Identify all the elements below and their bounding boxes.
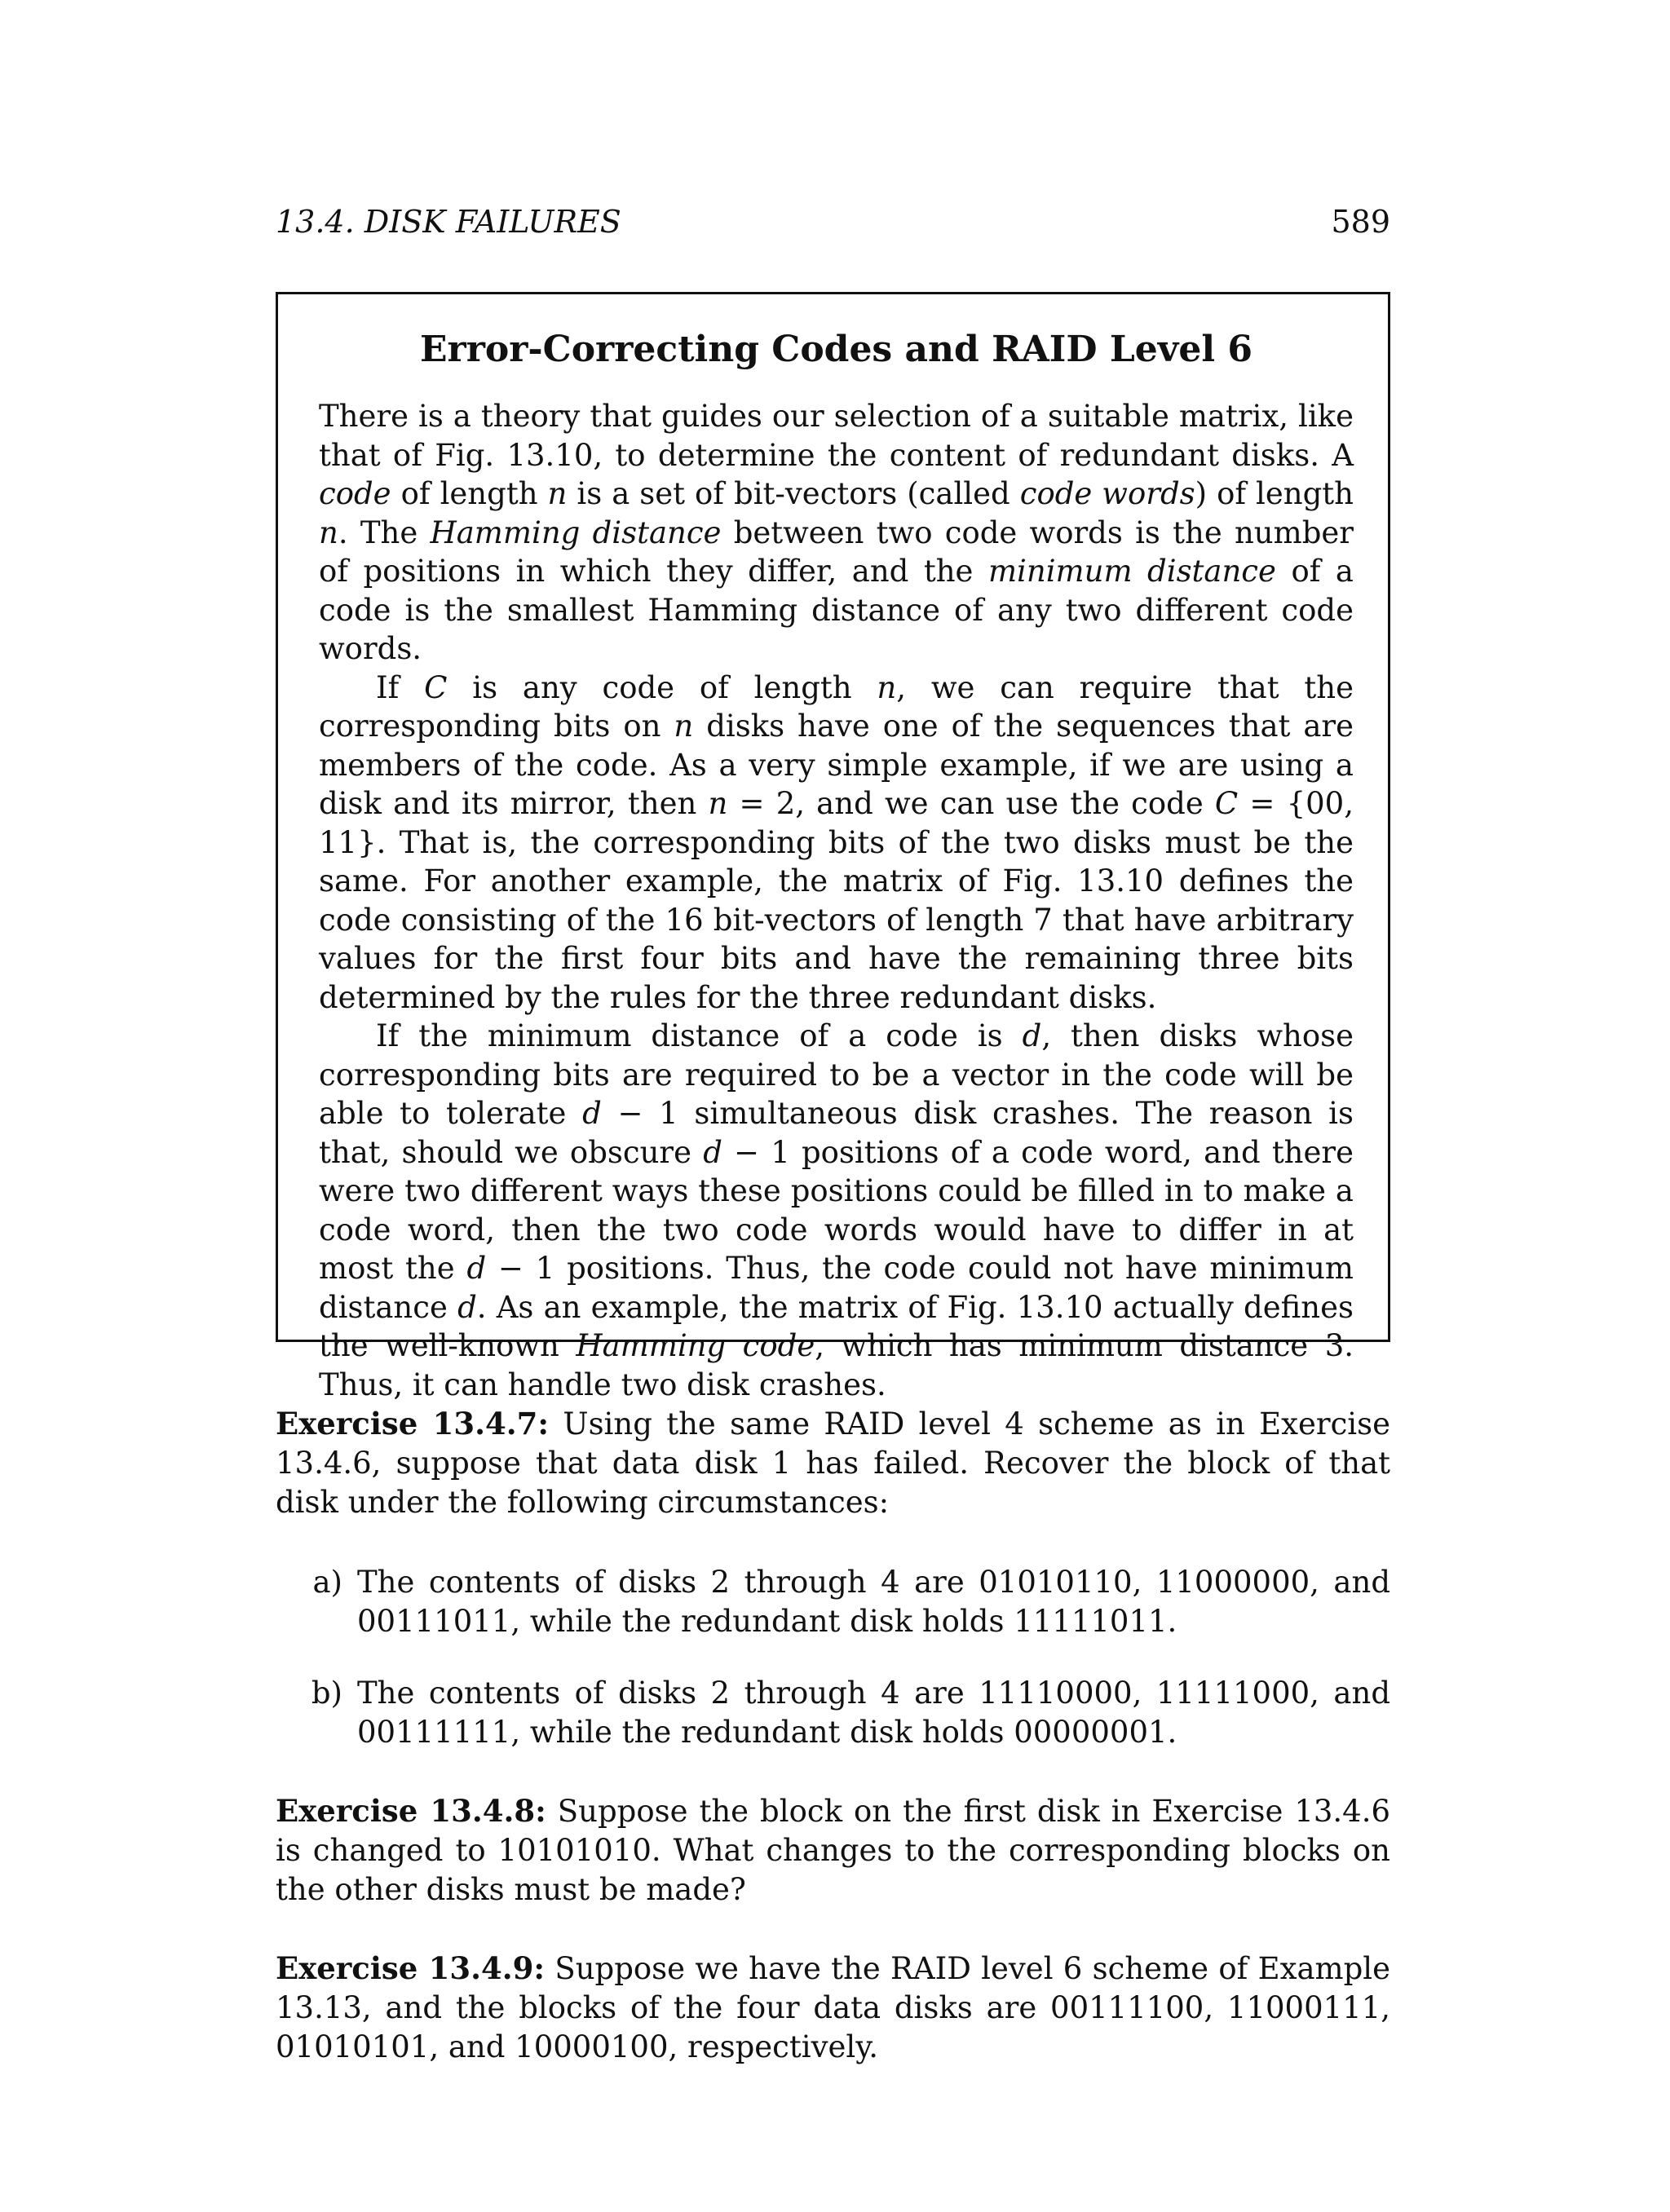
exercises <box>276 1404 1390 2106</box>
paragraph-text: disks have one of the sequences that are members of the code. As a very simple example, if we are using a disk and its mirror, then <box>319 709 1354 821</box>
emphasis-text: n <box>674 709 694 744</box>
subitem-text: The contents of disks 2 through 4 are 01010110, 11000000, and 00111011, while the redundant disk holds 11111011. <box>357 1565 1390 1639</box>
exercise-subitem <box>276 1563 1390 1641</box>
emphasis-text: C <box>424 669 448 705</box>
emphasis-text: d <box>457 1289 477 1325</box>
paragraph-text: If <box>376 669 425 705</box>
exercise-label: Exercise 13.4.9: <box>276 1950 546 1986</box>
exercise-text: Suppose we have the RAID level 6 scheme of Example 13.13, and the blocks of the four data disks are 00111100, 11000111, 01010101, and 10000100, respectively. <box>276 1951 1391 2064</box>
emphasis-text: d <box>466 1251 487 1286</box>
emphasis-text: minimum distance <box>987 554 1276 589</box>
exercise-subitems <box>276 1563 1390 1752</box>
exercise-label: Exercise 13.4.8: <box>276 1793 546 1829</box>
emphasis-text: n <box>708 786 728 821</box>
paragraph-text: is a set of bit-vectors (called <box>567 476 1020 511</box>
exercise <box>276 1949 1390 2067</box>
exercise-label: Exercise 13.4.7: <box>276 1406 550 1442</box>
paragraph-text: There is a theory that guides our selection of a suitable matrix, like that of Fig. 13.10, to determine the content of redundant disks. A <box>319 399 1354 473</box>
emphasis-text: Hamming distance <box>430 514 722 550</box>
box-paragraph <box>319 1017 1354 1404</box>
exercise <box>276 1791 1390 1910</box>
paragraph-text: , we can require that the corresponding bits on <box>319 669 1354 744</box>
paragraph-text: . As an example, the matrix of Fig. 13.10 actually defines the well-known <box>319 1289 1354 1363</box>
emphasis-text: C <box>1214 786 1239 821</box>
emphasis-text: n <box>319 514 338 550</box>
emphasis-text: d <box>582 1096 602 1131</box>
emphasis-text: code words <box>1019 476 1195 511</box>
exercise-text: Using the same RAID level 4 scheme as in Exercise 13.4.6, suppose that data disk 1 has failed. Recover the block of that disk under the following circumstances: <box>276 1406 1391 1520</box>
paragraph-text: = {00, 11}. That is, the corresponding bits of the two disks must be the same. For another example, the matrix of Fig. 13.10 defines the code consisting of the 16 bit-vectors of length 7 that have arbitrary values for the first four bits and have the remaining three bits determined by the rules for the three redundant disks. <box>319 786 1354 1015</box>
emphasis-text: d <box>703 1134 722 1170</box>
page-number: 589 <box>1331 204 1390 240</box>
paragraph-text: between two code words is the number of positions in which they differ, and the <box>319 514 1354 589</box>
emphasis-text: code <box>319 476 391 511</box>
exercise-subitem <box>276 1674 1390 1752</box>
paragraph-text: − 1 simultaneous disk crashes. The reason is that, should we obscure <box>319 1096 1354 1170</box>
emphasis-text: n <box>547 476 568 511</box>
exercise-text: Suppose the block on the first disk in Exercise 13.4.6 is changed to 10101010. What changes to the corresponding blocks on the other disks must be made? <box>276 1794 1391 1907</box>
subitem-marker: a) <box>312 1565 342 1600</box>
subitem-text: The contents of disks 2 through 4 are 11110000, 11111000, and 00111111, while the redundant disk holds 00000001. <box>357 1676 1390 1750</box>
emphasis-text: d <box>1022 1018 1042 1053</box>
paragraph-text: − 1 positions. Thus, the code could not have minimum distance <box>319 1251 1354 1325</box>
box-paragraph <box>319 669 1354 1018</box>
section-title: 13.4. DISK FAILURES <box>276 204 621 240</box>
paragraph-text: , then disks whose corresponding bits are required to be a vector in the code will be able to tolerate <box>319 1018 1354 1131</box>
paragraph-text: = 2, and we can use the code <box>727 786 1215 821</box>
paragraph-text: is any code of length <box>447 669 877 705</box>
paragraph-text: of length <box>391 476 548 511</box>
exercise <box>276 1404 1390 1752</box>
box-paragraph <box>319 397 1354 669</box>
emphasis-text: n <box>877 669 897 705</box>
sidebar-box <box>276 292 1390 1402</box>
paragraph-text: . The <box>338 514 431 550</box>
paragraph-text: ) of length <box>1195 476 1354 511</box>
box-title: Error-Correcting Codes and RAID Level 6 <box>419 329 1253 370</box>
paragraph-text: of a code is the smallest Hamming distance of any two different code words. <box>319 554 1354 666</box>
paragraph-text: If the minimum distance of a code is <box>376 1018 1023 1053</box>
paragraph-text: − 1 positions of a code word, and there were two different ways these positions could be filled in to make a code word, then the two code words would have to differ in at most the <box>319 1134 1354 1286</box>
emphasis-text: Hamming code <box>576 1328 815 1363</box>
paragraph-text: , which has minimum distance 3. Thus, it can handle two disk crashes. <box>319 1328 1354 1402</box>
subitem-marker: b) <box>311 1676 342 1711</box>
